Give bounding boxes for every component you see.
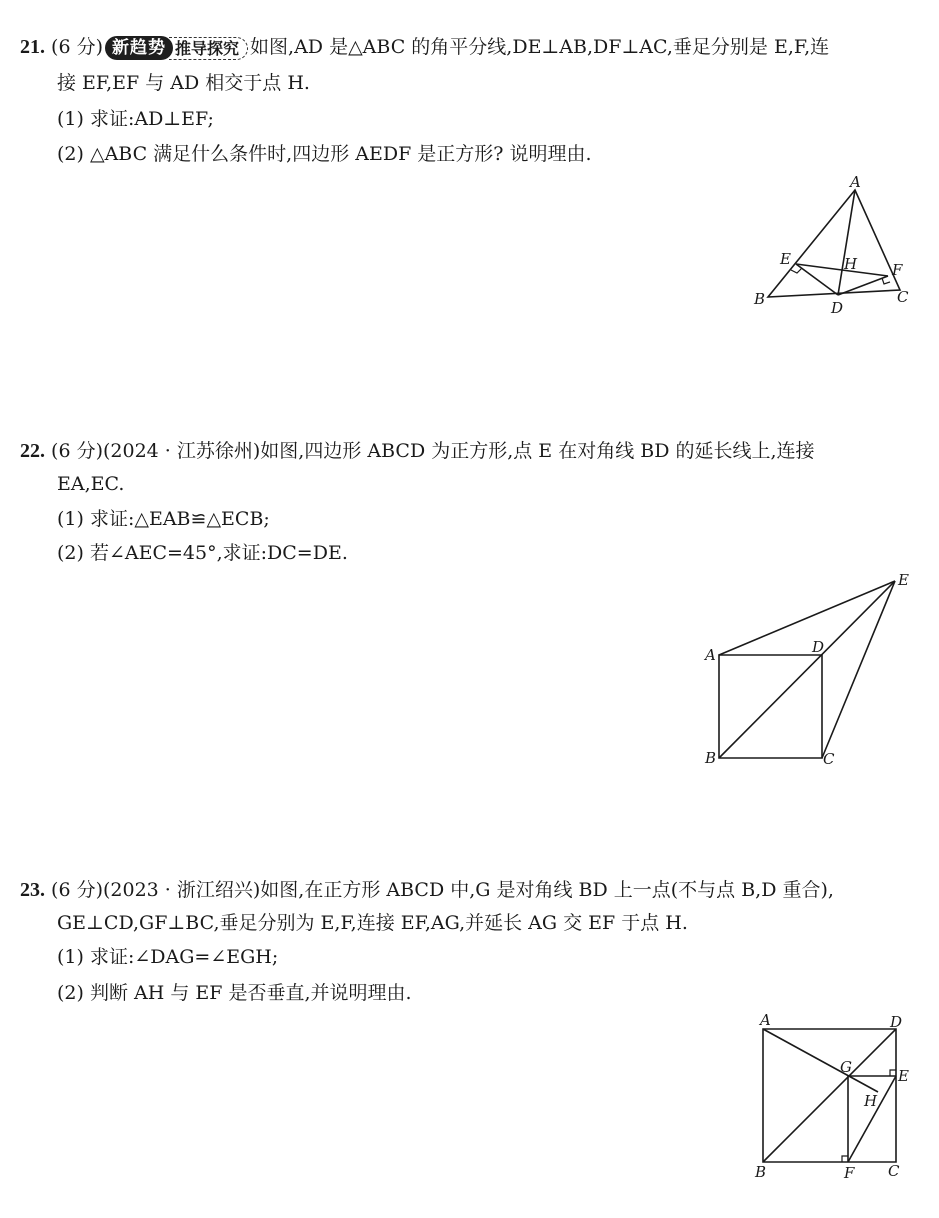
q22-part1: (1) 求证:△EAB≌△ECB; [57,508,270,530]
segment-ah [763,1029,878,1092]
label-e: E [898,571,909,589]
label-d: D [812,638,825,656]
label-h: H [844,255,858,273]
q23-line2: GE⊥CD,GF⊥BC,垂足分别为 E,F,连接 EF,AG,并延长 AG 交 EF 于点 H. [57,912,688,934]
q21-number: 21. [20,36,45,58]
label-d: D [831,299,844,317]
q22-part2: (2) 若∠AEC=45°,求证:DC=DE. [57,542,348,564]
label-a: A [760,1011,771,1029]
q22-number: 22. [20,440,45,462]
label-b: B [754,290,766,308]
right-angle-e [890,1070,896,1076]
label-f: F [892,261,903,279]
label-a: A [850,173,861,191]
q21-badge-sub: 推导探究 [169,37,248,60]
label-c: C [823,750,835,768]
label-c: C [888,1162,900,1180]
label-a: A [705,646,716,664]
q22-stem-a: (6 分)(2024 · 江苏徐州)如图,四边形 ABCD 为正方形,点 E 在对角线 BD 的延长线上,连接 [51,440,815,462]
q23-part1: (1) 求证:∠DAG=∠EGH; [57,946,279,968]
label-e: E [898,1067,909,1085]
label-f: F [844,1164,855,1182]
q21-line2: 接 EF,EF 与 AD 相交于点 H. [57,72,310,94]
q23-stem-a: (6 分)(2023 · 浙江绍兴)如图,在正方形 ABCD 中,G 是对角线 BD 上一点(不与点 B,D 重合), [51,879,834,901]
q21-stem-a: 如图,AD 是△ABC 的角平分线,DE⊥AB,DF⊥AC,垂足分别是 E,F,连 [250,36,830,58]
q23-number: 23. [20,879,45,901]
right-angle-f [842,1156,848,1162]
label-b: B [705,749,717,767]
q23-part2: (2) 判断 AH 与 EF 是否垂直,并说明理由. [57,982,412,1004]
label-d: D [890,1013,903,1031]
q22-line2: EA,EC. [57,473,125,495]
label-h: H [864,1092,878,1110]
label-c: C [897,288,909,306]
q21-part2: (2) △ABC 满足什么条件时,四边形 AEDF 是正方形? 说明理由. [57,143,592,165]
q21-score: (6 分) [51,36,104,58]
label-b: B [755,1163,767,1181]
q21-part1: (1) 求证:AD⊥EF; [57,108,214,130]
label-e: E [780,250,791,268]
q21-badge-label: 新趋势 [105,36,173,60]
label-g: G [840,1058,852,1076]
